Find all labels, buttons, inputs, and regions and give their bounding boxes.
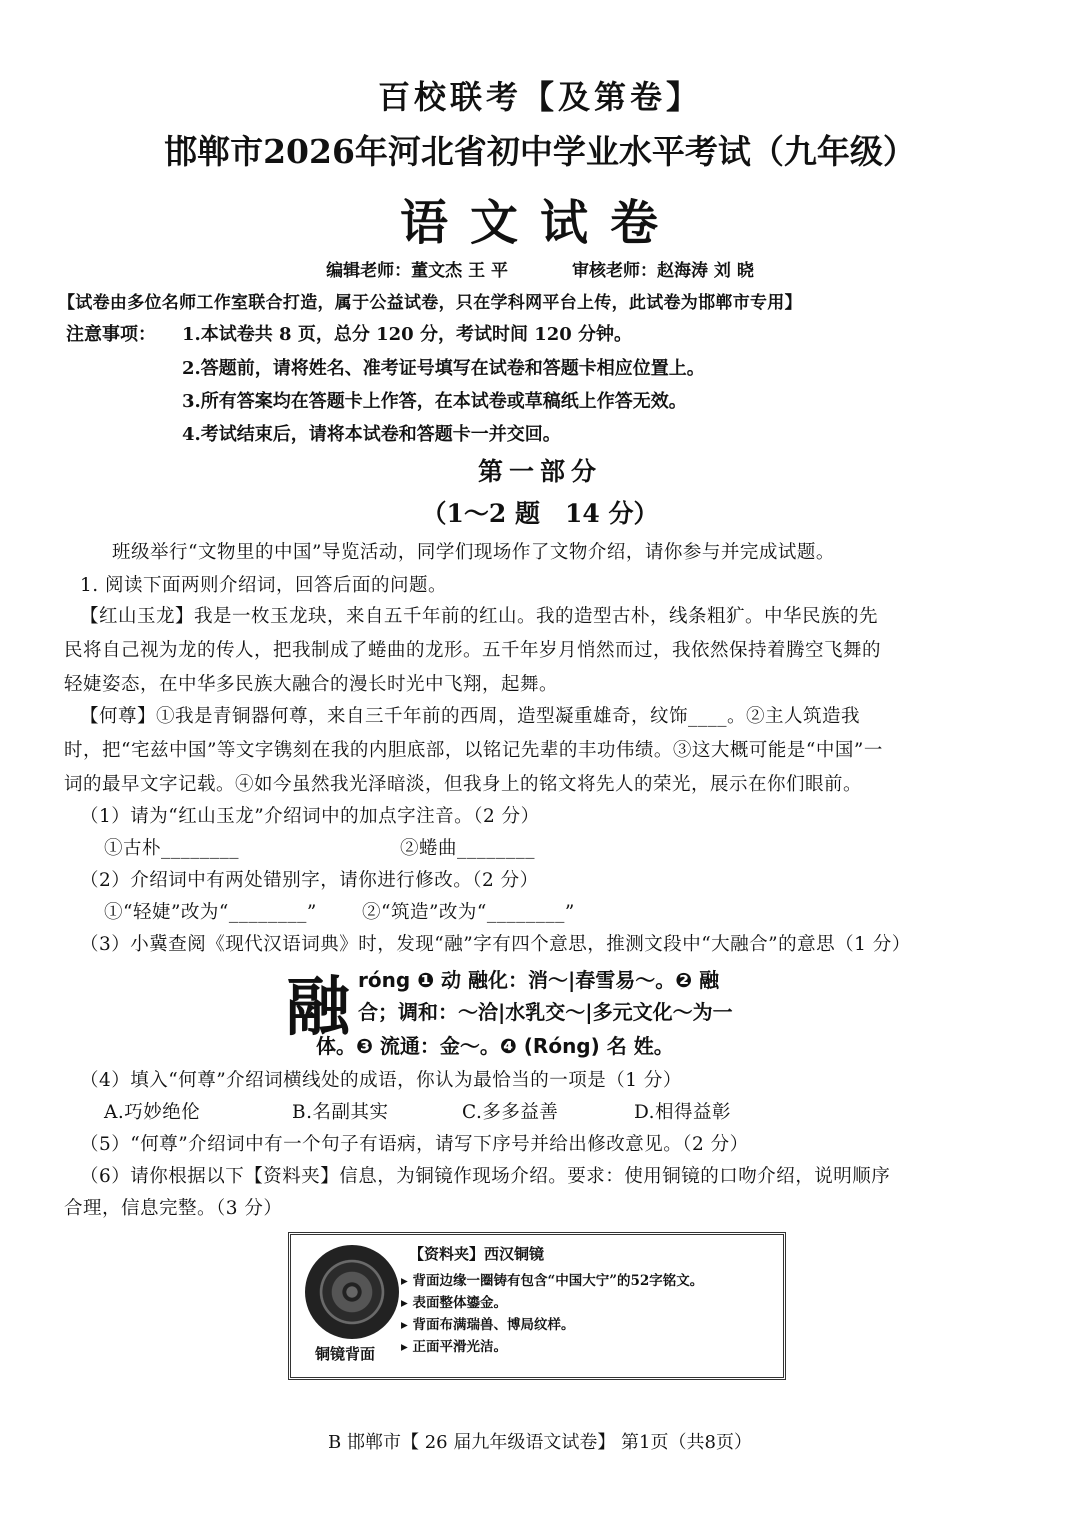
sub-question-3: （3）小冀查阅《现代汉语词典》时，发现“融”字有四个意思，推测文段中“大融合”的意思（1 分） — [80, 934, 911, 955]
folder-item: ▸ 表面整体鎏金。 — [401, 1295, 507, 1311]
folder-title: 【资料夹】西汉铜镜 — [409, 1245, 545, 1263]
option-d: D.相得益彰 — [634, 1102, 732, 1123]
sub-question-6: （6）请你根据以下【资料夹】信息，为铜镜作现场介绍。要求：使用铜镜的口吻介绍，说明顺序 — [80, 1166, 891, 1187]
reviewers-label: 审核老师：赵海涛 刘 晓 — [572, 261, 754, 281]
page-footer: B 邯郸市【 26 届九年级语文试卷】 第1页（共8页） — [328, 1432, 752, 1453]
answer-blank: ①古朴________ — [104, 838, 240, 859]
sub-question-1: （1）请为“红山玉龙”介绍词中的加点字注音。（2 分） — [80, 806, 540, 827]
notice-item: 1.本试卷共 8 页，总分 120 分，考试时间 120 分钟。 — [182, 324, 633, 345]
part-range: （1～2 题 14 分） — [421, 499, 659, 528]
part-title: 第一部分 — [477, 457, 602, 486]
question-1: 1. 阅读下面两则介绍词，回答后面的问题。 — [80, 575, 448, 596]
folder-item: ▸ 背面边缘一圈铸有包含“中国大宁”的52字铭文。 — [401, 1273, 704, 1289]
option-c: C.多多益善 — [462, 1102, 559, 1123]
bronze-mirror-image — [305, 1245, 399, 1339]
folder-item: ▸ 正面平滑光洁。 — [401, 1339, 507, 1355]
editors-label: 编辑老师：董文杰 王 平 — [326, 261, 508, 281]
exam-title: 邯郸市2026年河北省初中学业水平考试（九年级） — [164, 132, 916, 171]
notice-item: 3.所有答案均在答题卡上作答，在本试卷或草稿纸上作答无效。 — [182, 391, 687, 412]
option-b: B.名副其实 — [292, 1102, 389, 1123]
notice-item: 2.答题前，请将姓名、准考证号填写在试卷和答题卡相应位置上。 — [182, 358, 705, 379]
material-folder — [288, 1232, 786, 1380]
option-a: A.巧妙绝伦 — [104, 1102, 201, 1123]
answer-blank: ②“筑造”改为“________” — [362, 902, 575, 923]
notice-label: 注意事项： — [66, 324, 156, 345]
notice-item: 4.考试结束后，请将本试卷和答题卡一并交回。 — [182, 424, 561, 445]
answer-blank: ①“轻婕”改为“________” — [104, 902, 317, 923]
folder-item: ▸ 背面布满瑞兽、博局纹样。 — [401, 1317, 575, 1333]
subject-title: 语文试卷 — [399, 195, 680, 251]
sub-question-6: 合理，信息完整。（3 分） — [64, 1198, 283, 1219]
mirror-caption: 铜镜背面 — [315, 1345, 376, 1363]
answer-blank: ②蜷曲________ — [400, 838, 536, 859]
hongshan-text: 轻婕姿态，在中华多民族大融合的漫长时光中飞翔，起舞。 — [64, 674, 559, 695]
intro-text: 班级举行“文物里的中国”导览活动，同学们现场作了文物介绍，请你参与并完成试题。 — [112, 542, 835, 563]
dictionary-line: 合；调和：～洽|水乳交～|多元文化～为一 — [358, 1000, 733, 1024]
editors-line — [0, 256, 1080, 281]
hongshan-text: 民将自己视为龙的传人，把我制成了蜷曲的龙形。五千年岁月悄然而过，我依然保持着腾空飞舞的 — [64, 640, 882, 661]
hezun-text: 【何尊】①我是青铜器何尊，来自三千年前的西周，造型凝重雄奇，纹饰____。②主人筑造我 — [80, 706, 861, 727]
exam-series-title: 百校联考【及第卷】 — [377, 78, 702, 116]
dictionary-line: róng ❶ 动 融化：消～|春雪易～。❷ 融 — [358, 968, 720, 992]
hezun-text: 时，把“宅兹中国”等文字镌刻在我的内胆底部，以铭记先辈的丰功伟绩。③这大概可能是“中国”一 — [64, 740, 883, 761]
hezun-text: 词的最早文字记载。④如今虽然我光泽暗淡，但我身上的铭文将先人的荣光，展示在你们眼前。 — [64, 774, 863, 795]
dictionary-line: 体。❸ 流通：金～。❹ (Róng) 名 姓。 — [316, 1034, 674, 1058]
hongshan-text: 【红山玉龙】我是一枚玉龙玦，来自五千年前的红山。我的造型古朴，线条粗犷。中华民族的先 — [80, 606, 879, 627]
banner-note: 【试卷由多位名师工作室联合打造，属于公益试卷，只在学科网平台上传，此试卷为邯郸市专用】 — [58, 293, 802, 313]
sub-question-4: （4）填入“何尊”介绍词横线处的成语，你认为最恰当的一项是（1 分） — [80, 1070, 682, 1091]
dictionary-character: 融 — [286, 970, 350, 1045]
sub-question-2: （2）介绍词中有两处错别字，请你进行修改。（2 分） — [80, 870, 539, 891]
sub-question-5: （5）“何尊”介绍词中有一个句子有语病，请写下序号并给出修改意见。（2 分） — [80, 1134, 749, 1155]
